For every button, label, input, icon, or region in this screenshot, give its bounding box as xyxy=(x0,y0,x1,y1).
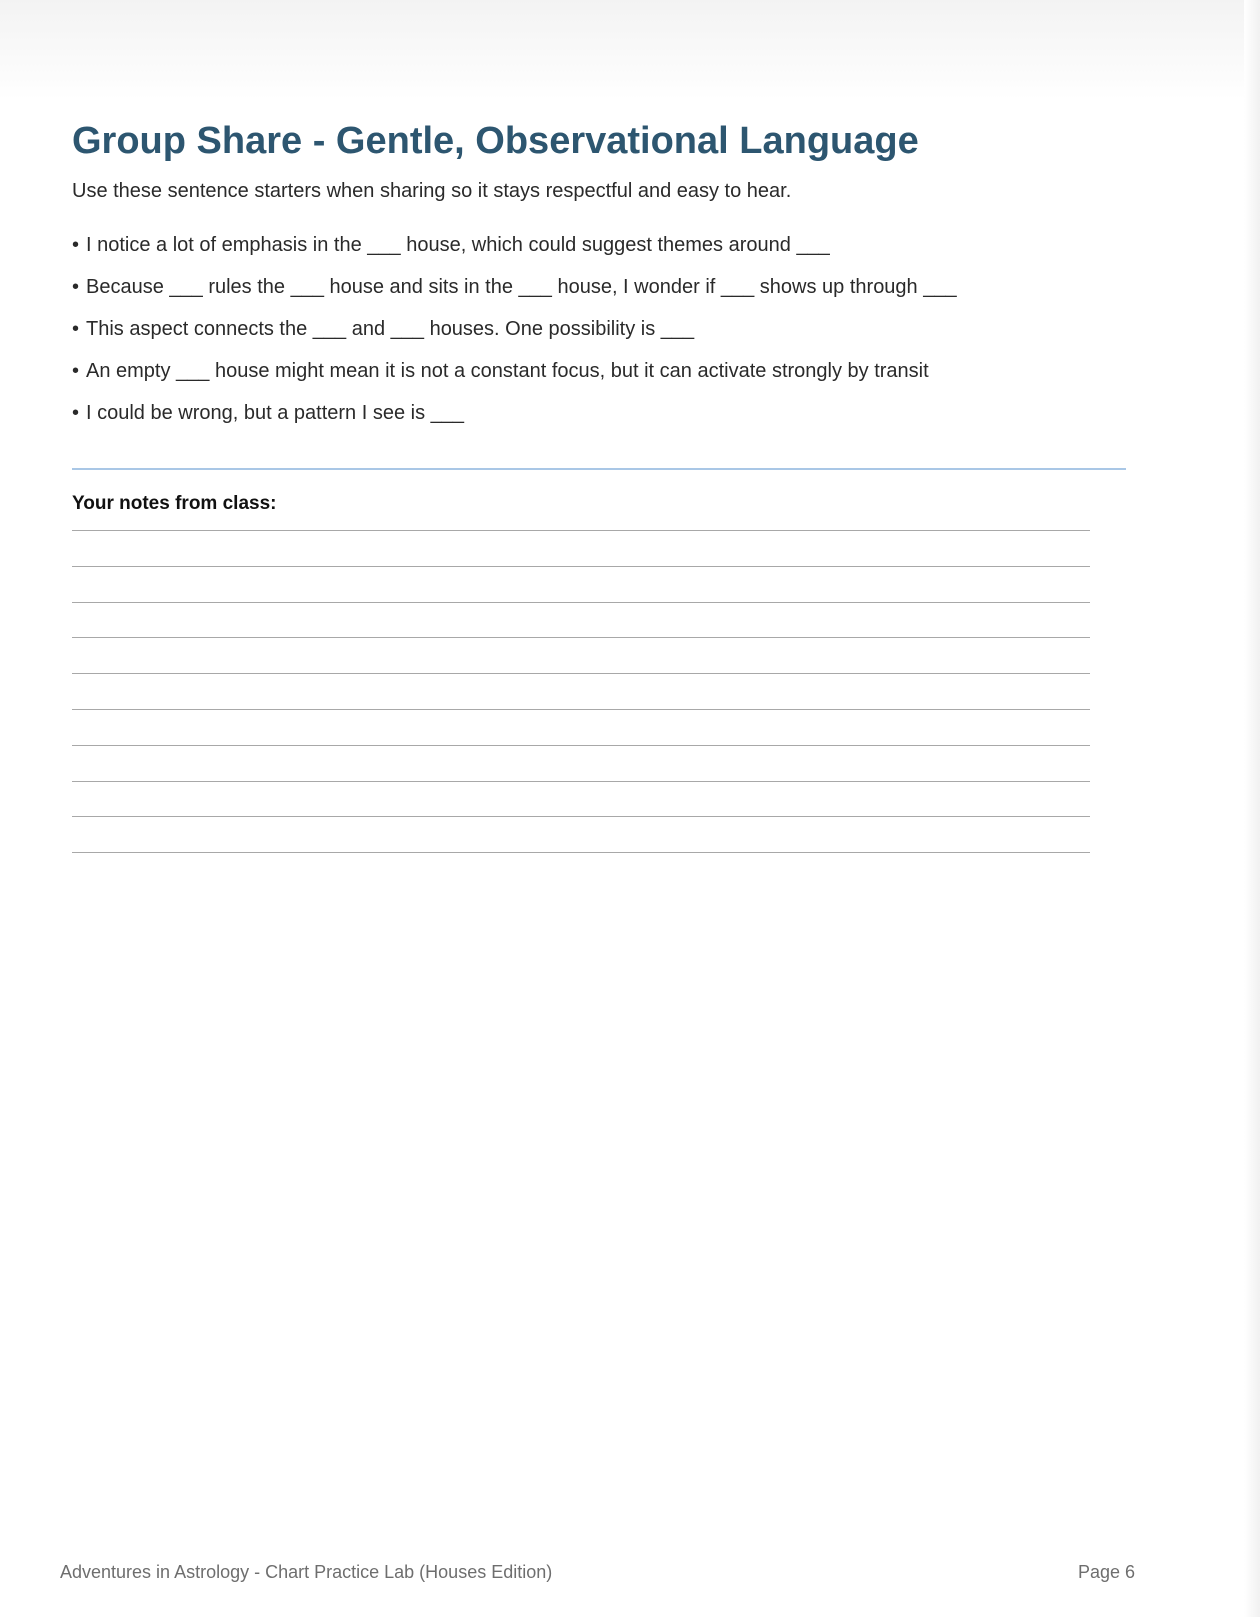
footer-document-title: Adventures in Astrology - Chart Practice Lab (Houses Edition) xyxy=(60,1562,553,1582)
note-line xyxy=(72,566,1090,567)
bullet-icon: • xyxy=(72,360,80,382)
note-line xyxy=(72,816,1090,817)
notes-label: Your notes from class: xyxy=(72,493,277,514)
list-item xyxy=(72,358,957,400)
bullet-icon: • xyxy=(72,234,80,256)
bullet-icon: • xyxy=(72,276,80,298)
page-right-edge xyxy=(1244,0,1260,1617)
note-line xyxy=(72,637,1090,638)
list-item xyxy=(72,316,957,358)
sentence-starter-text: I could be wrong, but a pattern I see is ___ xyxy=(86,402,465,424)
note-line xyxy=(72,781,1090,782)
list-item xyxy=(72,232,957,274)
footer-page-number: Page 6 xyxy=(1078,1562,1136,1582)
page-top-shadow xyxy=(0,0,1260,100)
note-line xyxy=(72,709,1090,710)
note-line xyxy=(72,673,1090,674)
sentence-starter-text: An empty ___ house might mean it is not a constant focus, but it can activate strongly by transit xyxy=(86,360,929,382)
list-item xyxy=(72,274,957,316)
bullet-icon: • xyxy=(72,318,80,340)
page-subtitle: Use these sentence starters when sharing so it stays respectful and easy to hear. xyxy=(72,180,792,202)
sentence-starter-text: I notice a lot of emphasis in the ___ house, which could suggest themes around ___ xyxy=(86,234,830,256)
bullet-icon: • xyxy=(72,402,80,424)
note-line xyxy=(72,745,1090,746)
section-divider xyxy=(72,468,1126,470)
note-line xyxy=(72,530,1090,531)
sentence-starter-text: Because ___ rules the ___ house and sits in the ___ house, I wonder if ___ shows up through ___ xyxy=(86,276,957,298)
note-line xyxy=(72,602,1090,603)
list-item xyxy=(72,400,957,442)
sentence-starter-text: This aspect connects the ___ and ___ houses. One possibility is ___ xyxy=(86,318,695,340)
note-line xyxy=(72,852,1090,853)
page-title: Group Share - Gentle, Observational Language xyxy=(72,120,919,162)
sentence-starter-list xyxy=(72,232,957,442)
